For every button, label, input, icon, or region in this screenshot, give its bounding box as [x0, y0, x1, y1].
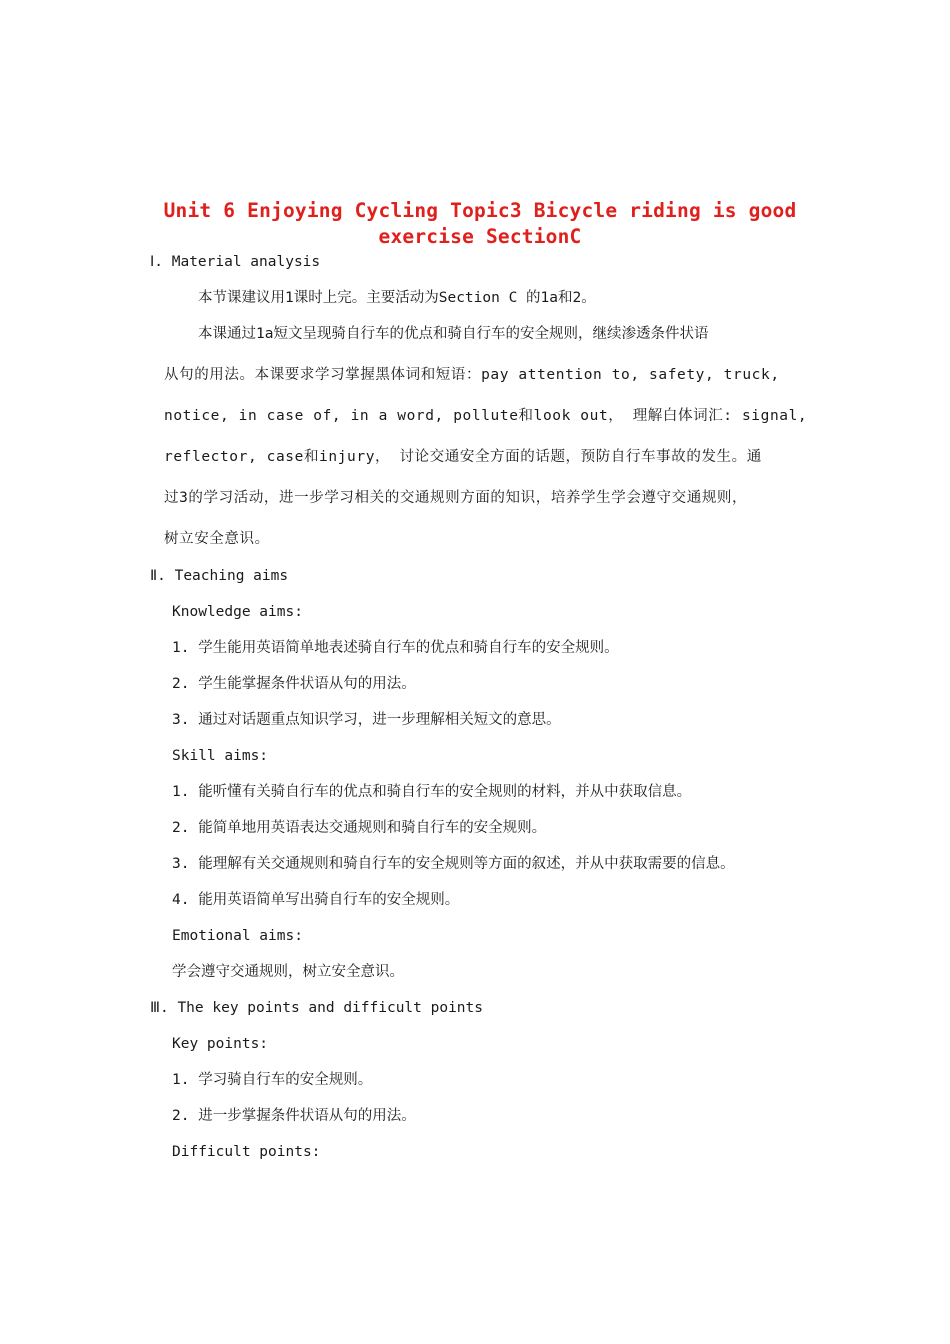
- subheading-emotional-aims: Emotional aims:: [172, 928, 303, 944]
- section-heading-material-analysis: Ⅰ. Material analysis: [150, 254, 321, 270]
- section-heading-teaching-aims: Ⅱ. Teaching aims: [150, 568, 289, 584]
- title-line-2: exercise SectionC: [378, 225, 582, 248]
- paragraph-text: 树立安全意识。: [164, 531, 270, 547]
- list-item: 3. 能理解有关交通规则和骑自行车的安全规则等方面的叙述，并从中获取需要的信息。: [172, 856, 735, 872]
- paragraph-text: 学会遵守交通规则，树立安全意识。: [172, 964, 404, 980]
- subheading-difficult-points: Difficult points:: [172, 1144, 321, 1160]
- section-heading-key-difficult-points: Ⅲ. The key points and difficult points: [150, 1000, 483, 1016]
- paragraph-text: notice, in case of, in a word, pollute和look out， 理解白体词汇: signal,: [164, 408, 808, 424]
- list-item: 3. 通过对话题重点知识学习，进一步理解相关短文的意思。: [172, 712, 561, 728]
- paragraph-text: 本节课建议用1课时上完。主要活动为Section C 的1a和2。: [198, 290, 596, 306]
- paragraph-text: 本课通过1a短文呈现骑自行车的优点和骑自行车的安全规则，继续渗透条件状语: [198, 326, 709, 342]
- paragraph-text: 过3的学习活动，进一步学习相关的交通规则方面的知识，培养学生学会遵守交通规则，: [164, 490, 748, 506]
- list-item: 4. 能用英语简单写出骑自行车的安全规则。: [172, 892, 460, 908]
- paragraph-text: reflector, case和injury， 讨论交通安全方面的话题，预防自行车事故的发生。通: [164, 449, 762, 465]
- document-title: [140, 198, 820, 250]
- list-item: 2. 学生能掌握条件状语从句的用法。: [172, 676, 416, 692]
- title-line-1: Unit 6 Enjoying Cycling Topic3 Bicycle riding is good: [163, 199, 797, 222]
- paragraph-text: 从句的用法。本课要求学习掌握黑体词和短语：pay attention to, safety, truck,: [164, 367, 780, 383]
- subheading-skill-aims: Skill aims:: [172, 748, 269, 764]
- subheading-key-points: Key points:: [172, 1036, 269, 1052]
- list-item: 1. 能听懂有关骑自行车的优点和骑自行车的安全规则的材料，并从中获取信息。: [172, 784, 692, 800]
- subheading-knowledge-aims: Knowledge aims:: [172, 604, 303, 620]
- list-item: 1. 学生能用英语简单地表述骑自行车的优点和骑自行车的安全规则。: [172, 640, 619, 656]
- list-item: 2. 进一步掌握条件状语从句的用法。: [172, 1108, 416, 1124]
- list-item: 2. 能简单地用英语表达交通规则和骑自行车的安全规则。: [172, 820, 547, 836]
- list-item: 1. 学习骑自行车的安全规则。: [172, 1072, 373, 1088]
